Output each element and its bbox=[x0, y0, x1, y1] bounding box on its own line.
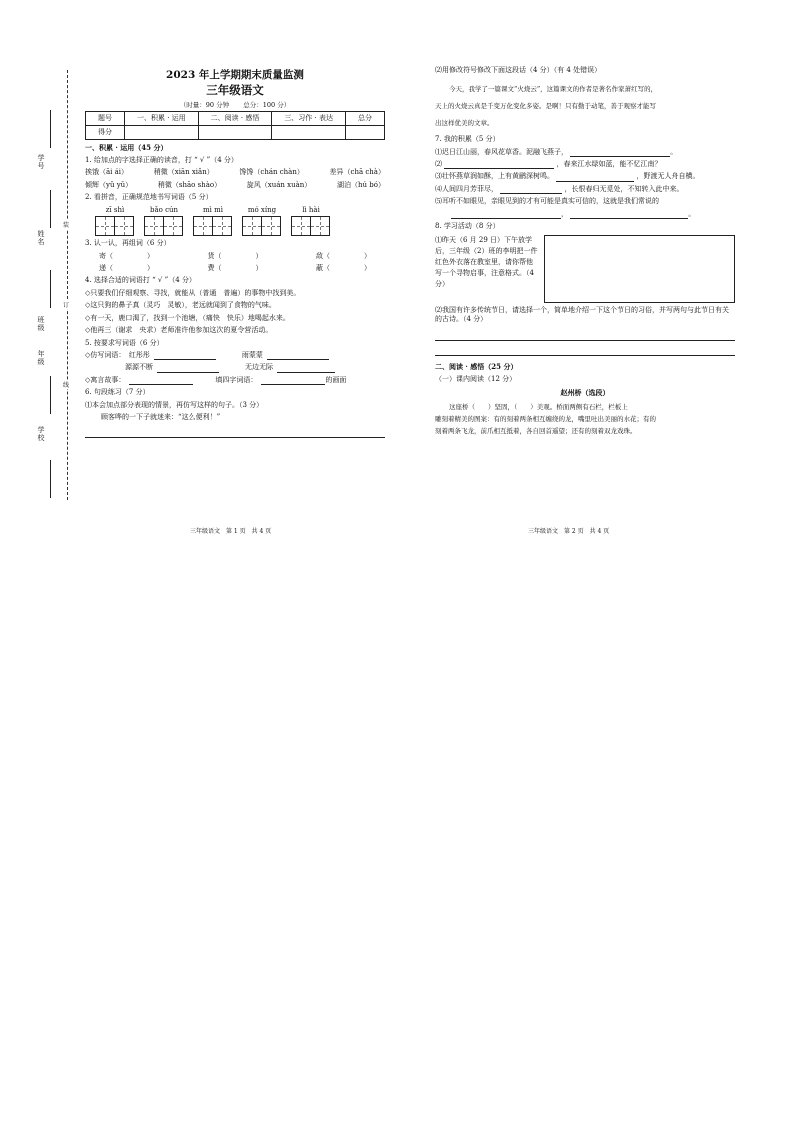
score-table bbox=[85, 111, 385, 140]
q1-item: 旋风（xuán xuàn） bbox=[246, 180, 312, 189]
exam-title: 2023 年上学期期末质量监测 bbox=[166, 69, 304, 81]
binding-mark: 装 bbox=[63, 222, 70, 229]
q7-text: ，春来江水绿如蓝，能不忆江南？ bbox=[556, 159, 662, 168]
answer-line[interactable] bbox=[435, 326, 735, 341]
q4-item: ◇这只狗的鼻子真（灵巧 灵敏），老远就闻到了食物的气味。 bbox=[85, 301, 276, 310]
q1-item: 湖泊（hú bó） bbox=[337, 180, 385, 189]
pinyin-label: zī shì bbox=[105, 205, 125, 214]
q7-line bbox=[435, 160, 735, 169]
q7-text: ⑶壮怀燕草润如酥，上有黄鹂深树鸣。 bbox=[435, 172, 554, 181]
answer-blank[interactable] bbox=[157, 363, 219, 372]
q1-item: 稍微（shāo shào） bbox=[157, 180, 222, 189]
q8-sub1: ⑴昨天（6 月 29 日）下午放学后，三年级（2）班的李明把一件红色外衣落在教室里，请你帮他写一个寻物启事，注意格式。（4 分） bbox=[435, 235, 538, 289]
score-cell[interactable] bbox=[125, 126, 199, 140]
field-class-label: 班级 bbox=[37, 316, 45, 332]
writing-grid[interactable] bbox=[242, 216, 282, 236]
pinyin-label: lì hài bbox=[302, 205, 320, 214]
field-name-label: 姓名 bbox=[37, 230, 45, 246]
q7-line bbox=[435, 185, 735, 194]
q6-sub1: ⑴本会加点部分表现的情景，再仿写这样的句子。（3 分） bbox=[85, 400, 264, 409]
q6-title: 6. 句段练习（7 分） bbox=[85, 388, 150, 397]
writing-grid[interactable] bbox=[95, 216, 135, 236]
q5-title: 5. 按要求写词语（6 分） bbox=[85, 338, 164, 347]
q7-line: ⑴迟日江山丽，春风花草香。泥融飞燕子， 。 bbox=[435, 147, 678, 156]
reading-title: 赵州桥（选段） bbox=[560, 388, 610, 398]
answer-blank[interactable] bbox=[277, 363, 335, 372]
writing-grid[interactable] bbox=[144, 216, 184, 236]
exam-subject: 三年级语文 bbox=[206, 83, 264, 98]
q1-item: 差异（chā chà） bbox=[329, 168, 385, 177]
exam-meta bbox=[85, 101, 385, 110]
q6-sentence: 顾客哗的一下子就迷来：“这么便利！” bbox=[101, 413, 221, 422]
answer-blank[interactable] bbox=[570, 218, 688, 219]
q3-row bbox=[85, 264, 385, 273]
q2-pinyin-row bbox=[85, 206, 385, 215]
edit-paragraph-line: 今天，我学了一篇课文“火烧云”，这篇课文的作者是著名作家萧红写的， bbox=[449, 85, 658, 94]
reading-passage bbox=[435, 401, 735, 438]
q7-line: ⑸耳听不如眼见，亲眼见到的才有可能是真实可信的，这就是我们常说的 bbox=[435, 197, 659, 206]
score-header-cell: 一、积累 · 运用 bbox=[125, 112, 199, 126]
edit-paragraph-line: 天上的火烧云真是千变万化变化多姿。是啊！只有勤于动笔，善于观察才能写 bbox=[435, 102, 656, 111]
page-2 bbox=[435, 66, 735, 438]
q5-label: 源源不断 bbox=[125, 363, 153, 372]
q8-activity bbox=[435, 235, 735, 303]
q5-row bbox=[85, 351, 385, 360]
answer-blank[interactable] bbox=[261, 376, 325, 385]
answer-blank[interactable] bbox=[129, 376, 193, 385]
score-row-label: 得分 bbox=[86, 126, 125, 140]
score-header-cell: 总分 bbox=[346, 112, 385, 126]
reading-1-heading: （一）课内阅读（12 分） bbox=[435, 374, 517, 383]
q3-item: 蔽（ ） bbox=[316, 263, 371, 272]
q4-item: ◇他再三（谢求 央求）老师准许他参加这次的夏令营活动。 bbox=[85, 326, 273, 335]
field-grade-label: 年级 bbox=[37, 350, 45, 366]
pinyin-label: bǎo cún bbox=[149, 205, 179, 214]
score-header-cell: 二、阅读 · 感悟 bbox=[198, 112, 272, 126]
page-1-footer: 三年级语文 第 1 页 共 4 页 bbox=[190, 528, 272, 535]
answer-line[interactable] bbox=[435, 343, 735, 356]
answer-blank[interactable] bbox=[444, 168, 554, 169]
q5-label: 的画面 bbox=[325, 375, 347, 384]
section-2-heading: 二、阅读 · 感悟（25 分） bbox=[435, 362, 518, 372]
score-cell[interactable] bbox=[198, 126, 272, 140]
q5-label: ◇仿写词语： 红彤彤 bbox=[85, 351, 150, 360]
q1-row bbox=[85, 168, 385, 177]
pinyin-label: mó xíng bbox=[247, 205, 277, 214]
q5-row bbox=[85, 363, 385, 372]
score-cell[interactable] bbox=[346, 126, 385, 140]
field-line bbox=[50, 110, 51, 148]
q3-item: 寄（ ） bbox=[99, 251, 154, 260]
reading-line: 这座桥（ ）坚固，（ ）美观。桥面两侧有石栏，栏板上 bbox=[449, 402, 628, 411]
q4-title: 4. 选择合适的词语打 “ √ ”（4 分） bbox=[85, 276, 196, 285]
answer-blank[interactable] bbox=[154, 351, 216, 360]
writing-grid-row bbox=[85, 216, 385, 236]
q1-item: 倾辉（yǔ yǔ） bbox=[85, 180, 133, 189]
q7-text: ⑵ bbox=[435, 159, 442, 168]
answer-line[interactable] bbox=[85, 425, 385, 438]
q5-row bbox=[85, 376, 385, 385]
answer-blank[interactable] bbox=[451, 218, 561, 219]
binding-dashed-line bbox=[67, 70, 68, 500]
q1-title: 1. 给加点的字选择正确的读音，打 “ √ ”（4 分） bbox=[85, 155, 238, 164]
q7-text: ⑷人间四月芳菲尽， bbox=[435, 184, 498, 193]
edit-paragraph-line: 出这样优美的文章。 bbox=[435, 119, 494, 128]
answer-blank[interactable] bbox=[570, 156, 670, 157]
q7-text: ，野渡无人舟自横。 bbox=[636, 172, 700, 181]
reading-line: 刻着两条飞龙，前爪相互抵着，各自回首遥望；还有的刻着双龙戏珠。 bbox=[435, 427, 637, 436]
q3-item: 敌（ ） bbox=[316, 251, 371, 260]
field-line bbox=[50, 460, 51, 498]
q3-item: 费（ ） bbox=[207, 263, 263, 272]
q5-label: 雨蒙蒙 bbox=[241, 351, 263, 360]
edit-paragraph bbox=[435, 81, 735, 132]
q7-answer-row: ， 。 bbox=[435, 210, 735, 219]
field-student-id-label: 学号 bbox=[37, 154, 45, 170]
answer-blank[interactable] bbox=[500, 193, 562, 194]
field-line bbox=[50, 270, 51, 308]
q8-title: 8. 学习活动（8 分） bbox=[435, 222, 500, 231]
exam-time: （时量：90 分钟 bbox=[179, 100, 230, 109]
page-1 bbox=[85, 66, 385, 438]
writing-grid[interactable] bbox=[193, 216, 233, 236]
q3-title: 3. 认一认，再组词（6 分） bbox=[85, 239, 171, 248]
q7-line bbox=[435, 172, 735, 181]
score-header-cell: 三、习作 · 表达 bbox=[272, 112, 346, 126]
answer-blank[interactable] bbox=[267, 351, 329, 360]
q7-title: 7. 我的积累（5 分） bbox=[435, 135, 500, 144]
score-cell[interactable] bbox=[272, 126, 346, 140]
writing-grid[interactable] bbox=[291, 216, 331, 236]
binding-mark: 订 bbox=[63, 302, 70, 309]
q3-item: 递（ ） bbox=[99, 263, 154, 272]
page-2-footer: 三年级语文 第 2 页 共 4 页 bbox=[528, 528, 610, 535]
score-header-cell: 题号 bbox=[86, 112, 125, 126]
q6-sub2: ⑵用修改符号修改下面这段话（4 分）（有 4 处错误） bbox=[435, 66, 602, 74]
q1-item: 稍微（xiān xiǎn） bbox=[153, 168, 214, 177]
pinyin-label: mì mì bbox=[203, 205, 223, 214]
field-school-label: 学校 bbox=[37, 426, 45, 442]
field-line bbox=[50, 376, 51, 414]
q7-text: ，长恨春归无觅处，不知转入此中来。 bbox=[564, 184, 684, 193]
q3-item: 货（ ） bbox=[207, 251, 263, 260]
q7-text: ⑴迟日江山丽，春风花草香。泥融飞燕子， bbox=[435, 147, 568, 156]
q1-item: 挨饿（āi ái） bbox=[85, 168, 129, 177]
binding-mark: 线 bbox=[63, 382, 70, 389]
section-1-heading: 一、积累 · 运用（45 分） bbox=[85, 143, 168, 153]
binding-margin bbox=[30, 70, 70, 500]
q4-item: ◇只要我们仔细观察、寻找，就能从（普通 普遍）的事物中找到美。 bbox=[85, 288, 301, 297]
q4-item: ◇有一天，鹿口渴了，找到一个池塘，（痛快 快乐）地喝起水来。 bbox=[85, 313, 290, 322]
q5-label: 无边无际 bbox=[245, 363, 273, 372]
exam-total: 总分：100 分） bbox=[243, 100, 291, 109]
field-line bbox=[50, 190, 51, 228]
q1-item: 馋馋（chán chàn） bbox=[239, 168, 304, 177]
q1-row bbox=[85, 181, 385, 190]
q5-label: ◇寓言故事： bbox=[85, 375, 126, 384]
q5-label: 填四字词语： bbox=[215, 375, 258, 384]
reading-line: 雕刻着精美的图案：有的刻着两条相互缠绕的龙，嘴里吐出美丽的水花；有的 bbox=[435, 415, 656, 424]
q3-row bbox=[85, 252, 385, 261]
answer-blank[interactable] bbox=[556, 181, 634, 182]
q8-sub2: ⑵我国有许多传统节日，请选择一个，简单地介绍一下这个节日的习俗，并写两句与此节日有关的古诗。（4 分） bbox=[435, 305, 729, 324]
q2-title: 2. 看拼音，正确规范地书写词语（5 分） bbox=[85, 193, 213, 202]
notice-answer-box[interactable] bbox=[544, 235, 735, 303]
